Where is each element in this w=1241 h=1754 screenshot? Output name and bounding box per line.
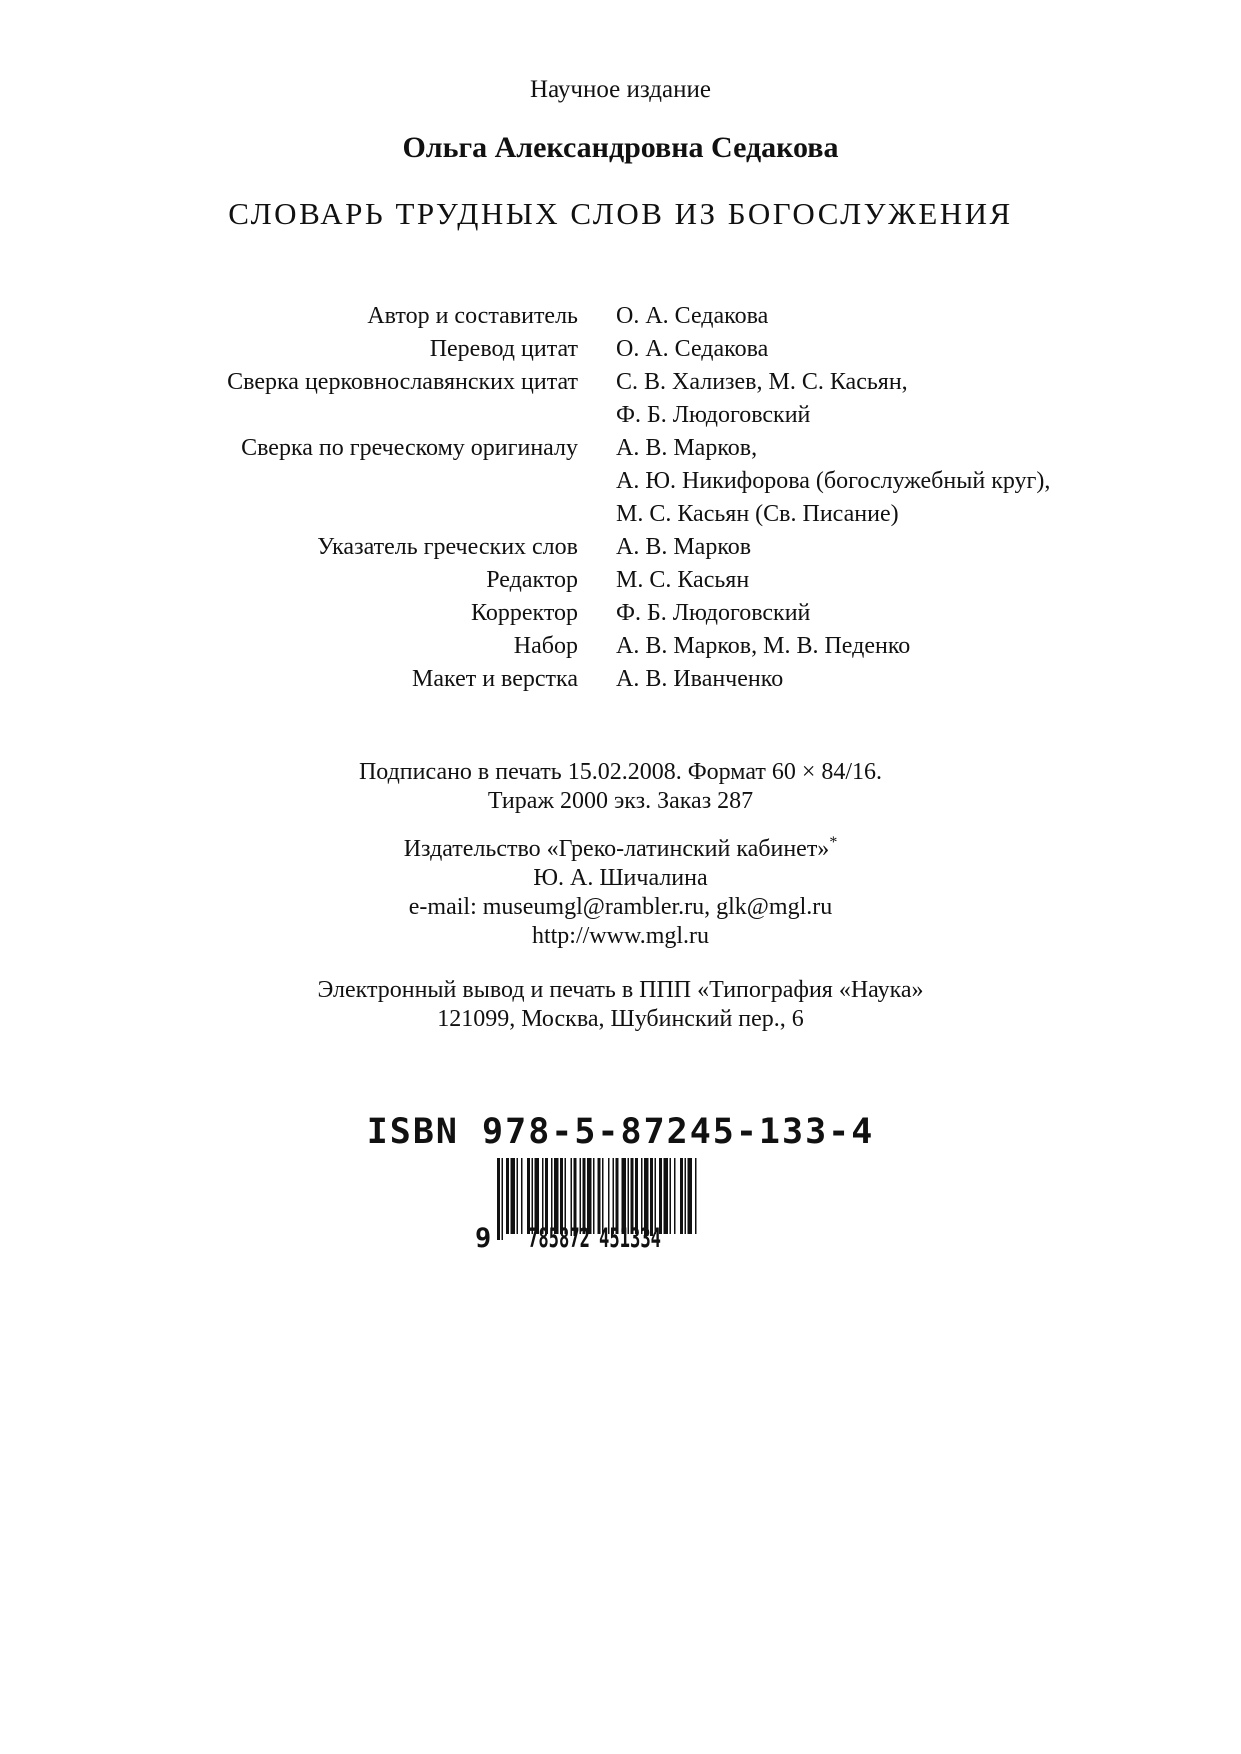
credit-names: А. В. Марков, М. В. Педенко [616, 633, 911, 659]
isbn-label: ISBN 978-5-87245-133-4 [366, 1112, 875, 1152]
credit-names: А. В. Марков [616, 534, 752, 560]
barcode-bar [506, 1158, 509, 1234]
print-signed-line: Подписано в печать 15.02.2008. Формат 60 × 84/16. [358, 759, 883, 785]
isbn-barcode [475, 1158, 755, 1248]
barcode-bar [517, 1158, 519, 1234]
barcode-digits-right: 451334 [599, 1223, 661, 1248]
credits-list [0, 300, 1241, 696]
credit-names: М. С. Касьян (Св. Писание) [616, 501, 899, 527]
credit-role: Сверка церковнославянских цитат [227, 369, 578, 395]
barcode-bar [688, 1158, 693, 1234]
credit-names: Ф. Б. Людоговский [616, 600, 811, 626]
barcode-digits-left: 785872 [528, 1223, 590, 1248]
barcode-digit-first: 9 [475, 1223, 492, 1248]
credit-names: О. А. Седакова [616, 336, 769, 362]
barcode-bar [502, 1158, 504, 1240]
credit-names: А. В. Марков, [616, 435, 758, 461]
credit-row [0, 564, 1241, 597]
barcode-bar [497, 1158, 500, 1240]
barcode-bar [695, 1158, 697, 1234]
barcode-bar [674, 1158, 676, 1234]
typography-line: Электронный вывод и печать в ППП «Типография «Наука» [317, 977, 924, 1003]
edition-type: Научное издание [530, 76, 711, 103]
typography-info [0, 976, 1241, 1034]
credit-row [0, 300, 1241, 333]
publisher-asterisk: * [829, 834, 838, 851]
credit-role: Сверка по греческому оригиналу [241, 435, 578, 461]
credit-role: Автор и составитель [367, 303, 578, 329]
barcode-bar [685, 1158, 687, 1234]
credit-row [0, 333, 1241, 366]
credit-row [0, 399, 1241, 432]
credit-names: А. Ю. Никифорова (богослужебный круг), [616, 468, 1051, 494]
typography-address: 121099, Москва, Шубинский пер., 6 [437, 1006, 804, 1032]
credit-role: Редактор [486, 567, 578, 593]
credit-names: О. А. Седакова [616, 303, 769, 329]
publisher-email: e-mail: museumgl@rambler.ru, glk@mgl.ru [408, 894, 833, 920]
barcode-bar [680, 1158, 683, 1234]
author-name: Ольга Александровна Седакова [402, 131, 839, 164]
credit-row [0, 597, 1241, 630]
barcode-bar [670, 1158, 672, 1234]
credit-names: М. С. Касьян [616, 567, 750, 593]
credit-role: Макет и верстка [412, 666, 578, 692]
print-run-line: Тираж 2000 экз. Заказ 287 [487, 788, 754, 814]
credit-names: Ф. Б. Людоговский [616, 402, 811, 428]
credit-role: Указатель греческих слов [317, 534, 578, 560]
credit-row [0, 432, 1241, 465]
publisher-name: Издательство «Греко-латинский кабинет» [403, 836, 830, 862]
credit-row [0, 630, 1241, 663]
barcode-bar [664, 1158, 669, 1234]
credit-row [0, 465, 1241, 498]
barcode-bar [521, 1158, 523, 1234]
credit-row [0, 366, 1241, 399]
publisher-info [0, 828, 1241, 951]
credit-role: Набор [513, 633, 578, 659]
barcode-bar [511, 1158, 516, 1234]
publisher-owner: Ю. А. Шичалина [533, 865, 708, 891]
credit-row [0, 498, 1241, 531]
publisher-name-line [0, 828, 1241, 864]
credit-row [0, 663, 1241, 696]
credit-role: Корректор [471, 600, 578, 626]
barcode-bars [497, 1158, 697, 1240]
print-info [0, 758, 1241, 816]
book-title: СЛОВАРЬ ТРУДНЫХ СЛОВ ИЗ БОГОСЛУЖЕНИЯ [228, 196, 1013, 231]
publisher-url: http://www.mgl.ru [531, 923, 710, 949]
credit-names: А. В. Иванченко [616, 666, 784, 692]
credit-role: Перевод цитат [429, 336, 578, 362]
credit-names: С. В. Хализев, М. С. Касьян, [616, 369, 908, 395]
barcode-bar [593, 1158, 595, 1234]
isbn-block [0, 1112, 1241, 1152]
credit-row [0, 531, 1241, 564]
